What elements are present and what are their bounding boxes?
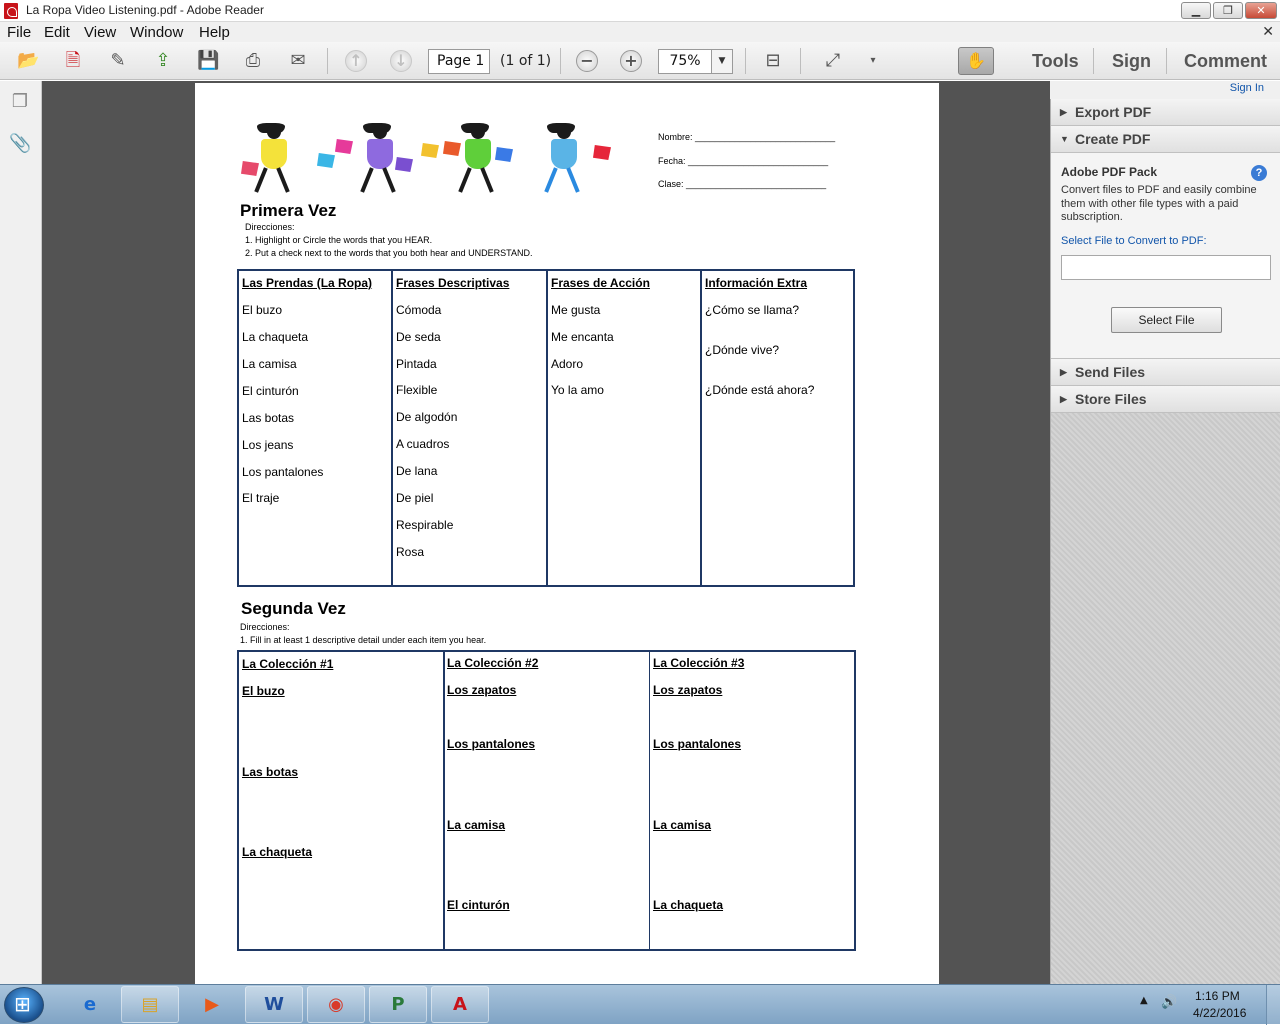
direction-item: 1. Highlight or Circle the words that you HEAR.	[245, 235, 433, 245]
table-column	[239, 271, 393, 585]
adobe-reader-icon[interactable]: A	[431, 986, 489, 1023]
fullscreen-icon[interactable]: ⤢	[825, 50, 841, 71]
direction-item: 2. Put a check next to the words that you both hear and UNDERSTAND.	[245, 248, 533, 258]
store-files-header[interactable]	[1051, 386, 1280, 413]
expand-icon: ▶	[1060, 107, 1067, 117]
bag-shape	[593, 145, 611, 160]
date-field: Fecha: ____________________________	[658, 156, 829, 166]
name-field: Nombre: ____________________________	[658, 132, 836, 142]
send-files-header[interactable]	[1051, 359, 1280, 386]
collapse-icon: ▼	[1060, 134, 1069, 144]
bag-shape	[495, 147, 513, 162]
create-pdf-header[interactable]	[1051, 126, 1280, 153]
fit-page-icon[interactable]: ⊟	[765, 50, 781, 71]
bag-shape	[421, 143, 439, 158]
direction-item: 1. Fill in at least 1 descriptive detail under each item you hear.	[240, 635, 487, 645]
toolbar-separator	[327, 48, 328, 74]
hand-tool-icon[interactable]: ✋	[958, 47, 994, 75]
menu-bar	[0, 22, 1280, 42]
select-file-label: Select File to Convert to PDF:	[1061, 235, 1207, 247]
table-column	[546, 271, 701, 585]
pdf-pack-description: Convert files to PDF and easily combine them with other file types with a paid subscription.	[1061, 184, 1257, 223]
zoom-input[interactable]: 75%	[658, 49, 712, 74]
table-column	[239, 652, 444, 949]
select-file-button[interactable]: Select File	[1111, 307, 1222, 333]
list-item: El buzo	[242, 684, 285, 698]
email-icon[interactable]: ✉	[290, 50, 306, 71]
directions-label: Direcciones:	[245, 222, 295, 232]
list-item: Me gusta	[551, 303, 601, 317]
list-item: El cinturón	[447, 898, 510, 912]
toolbar-separator	[745, 48, 746, 74]
file-path-input[interactable]	[1061, 255, 1271, 280]
pdf-pack-title: Adobe PDF Pack	[1061, 165, 1158, 179]
column-header: La Colección #2	[447, 656, 539, 670]
clock-time[interactable]: 1:16 PM	[1195, 989, 1240, 1003]
list-item: ¿Cómo se llama?	[705, 303, 800, 317]
tab-sign[interactable]: Sign	[1112, 51, 1151, 71]
start-button[interactable]	[4, 987, 44, 1023]
show-hidden-icons-icon[interactable]: ▲	[1140, 995, 1148, 1006]
export-pdf-header[interactable]	[1051, 99, 1280, 126]
sign-in-bar	[1050, 81, 1280, 99]
close-document-icon[interactable]: ✕	[1262, 23, 1274, 39]
list-item: ¿Dónde está ahora?	[705, 383, 815, 397]
document-viewport[interactable]	[42, 81, 1050, 984]
column-header: Frases Descriptivas	[396, 276, 510, 290]
list-item: El cinturón	[242, 384, 299, 398]
page-number-input[interactable]: Page 1	[428, 49, 490, 74]
adobe-reader-icon	[4, 3, 18, 19]
list-item: A cuadros	[396, 437, 450, 451]
column-header: Frases de Acción	[551, 276, 650, 290]
bag-shape	[395, 157, 413, 172]
list-item: ¿Dónde vive?	[705, 343, 780, 357]
list-item: Los zapatos	[447, 683, 517, 697]
list-item: Los pantalones	[242, 465, 324, 479]
list-item: De piel	[396, 491, 434, 505]
zoom-in-icon[interactable]: +	[620, 50, 642, 72]
list-item: Respirable	[396, 518, 454, 532]
prev-page-icon[interactable]: ↑	[345, 50, 367, 72]
column-header: Información Extra	[705, 276, 808, 290]
column-header: Las Prendas (La Ropa)	[242, 276, 373, 290]
list-item: El traje	[242, 491, 280, 505]
tab-tools[interactable]: Tools	[1032, 51, 1079, 71]
list-item: Las botas	[242, 411, 295, 425]
toolbar	[0, 42, 1280, 80]
pdf-page	[195, 83, 939, 984]
list-item: La camisa	[447, 818, 506, 832]
project-icon[interactable]: P	[369, 986, 427, 1023]
list-item: El buzo	[242, 303, 283, 317]
list-item: Los jeans	[242, 438, 294, 452]
zoom-dropdown-icon[interactable]: ▼	[711, 49, 733, 74]
tab-comment[interactable]: Comment	[1184, 51, 1268, 71]
list-item: Pintada	[396, 357, 437, 371]
volume-icon[interactable]: 🔊	[1161, 995, 1178, 1010]
menu-view[interactable]: View	[84, 24, 117, 41]
send-files-label: Send Files	[1075, 364, 1146, 380]
create-pdf-label: Create PDF	[1075, 131, 1151, 147]
bag-shape	[317, 153, 335, 168]
column-header: La Colección #3	[653, 656, 745, 670]
more-icon[interactable]: ▾	[870, 55, 876, 66]
menu-window[interactable]: Window	[130, 24, 184, 41]
toolbar-separator	[560, 48, 561, 74]
list-item: Los pantalones	[653, 737, 742, 751]
list-item: La chaqueta	[653, 898, 724, 912]
menu-file[interactable]: File	[7, 24, 32, 41]
window-title: La Ropa Video Listening.pdf - Adobe Reader	[26, 3, 264, 17]
table-column	[443, 652, 649, 949]
list-item: La camisa	[653, 818, 712, 832]
list-item: Adoro	[551, 357, 584, 371]
save-icon[interactable]: 💾	[197, 50, 220, 71]
toolbar-separator	[800, 48, 801, 74]
close-button[interactable]: ✕	[1245, 2, 1277, 19]
menu-edit[interactable]: Edit	[44, 24, 70, 41]
segunda-vez-table	[237, 650, 856, 951]
help-icon[interactable]: ?	[1251, 165, 1267, 181]
sign-in-link[interactable]: Sign In	[1229, 82, 1264, 94]
list-item: De algodón	[396, 410, 458, 424]
show-desktop-button[interactable]	[1266, 985, 1280, 1025]
next-page-icon[interactable]: ↓	[390, 50, 412, 72]
menu-help[interactable]: Help	[199, 24, 230, 41]
file-explorer-icon[interactable]: ▤	[121, 986, 179, 1023]
list-item: Rosa	[396, 545, 425, 559]
list-item: Flexible	[396, 383, 438, 397]
title-bar	[0, 0, 1280, 22]
export-pdf-label: Export PDF	[1075, 104, 1152, 120]
taskbar	[0, 984, 1280, 1024]
primera-vez-table	[237, 269, 855, 587]
section-title: Segunda Vez	[241, 599, 346, 618]
list-item: Yo la amo	[551, 383, 604, 397]
attachments-icon[interactable]: 📎	[9, 133, 32, 154]
minimize-button[interactable]: ▁	[1181, 2, 1211, 19]
word-icon[interactable]: W	[245, 986, 303, 1023]
list-item: Las botas	[242, 765, 299, 779]
list-item: La chaqueta	[242, 330, 309, 344]
list-item: Cómoda	[396, 303, 442, 317]
clock-date[interactable]: 4/22/2016	[1193, 1006, 1247, 1020]
print-icon[interactable]: ⎙	[245, 50, 261, 71]
list-item: De lana	[396, 464, 438, 478]
edit-icon[interactable]: ✎	[110, 50, 126, 71]
expand-icon: ▶	[1060, 367, 1067, 377]
directions-label: Direcciones:	[240, 622, 290, 632]
table-column	[391, 271, 546, 585]
media-player-icon[interactable]: ▶	[205, 994, 219, 1015]
list-item: La camisa	[242, 357, 297, 371]
list-item: De seda	[396, 330, 441, 344]
list-item: La chaqueta	[242, 845, 313, 859]
list-item: Los zapatos	[653, 683, 723, 697]
toolbar-separator	[1166, 48, 1167, 74]
zoom-out-icon[interactable]: −	[576, 50, 598, 72]
store-files-label: Store Files	[1075, 391, 1147, 407]
page-thumbnails-icon[interactable]: ❐	[11, 91, 29, 112]
navigation-pane	[0, 81, 42, 984]
figure-1	[237, 121, 315, 193]
column-header: La Colección #1	[242, 657, 334, 671]
open-icon[interactable]: 📂	[17, 50, 40, 71]
upload-icon[interactable]: ⇪	[155, 50, 171, 71]
list-item: Los pantalones	[447, 737, 536, 751]
table-column	[700, 271, 855, 585]
page-count: (1 of 1)	[500, 53, 552, 69]
maximize-button[interactable]: ❐	[1213, 2, 1243, 19]
list-item: Me encanta	[551, 330, 614, 344]
expand-icon: ▶	[1060, 394, 1067, 404]
section-title: Primera Vez	[240, 201, 337, 220]
create-pdf-panel	[1051, 153, 1280, 359]
toolbar-separator	[1093, 48, 1094, 74]
internet-explorer-icon[interactable]: e	[83, 994, 97, 1015]
table-column	[649, 652, 854, 949]
figure-2	[343, 121, 421, 193]
chrome-icon[interactable]: ◉	[307, 986, 365, 1023]
create-pdf-icon[interactable]: 🗎	[65, 50, 81, 71]
class-field: Clase: ____________________________	[658, 179, 827, 189]
